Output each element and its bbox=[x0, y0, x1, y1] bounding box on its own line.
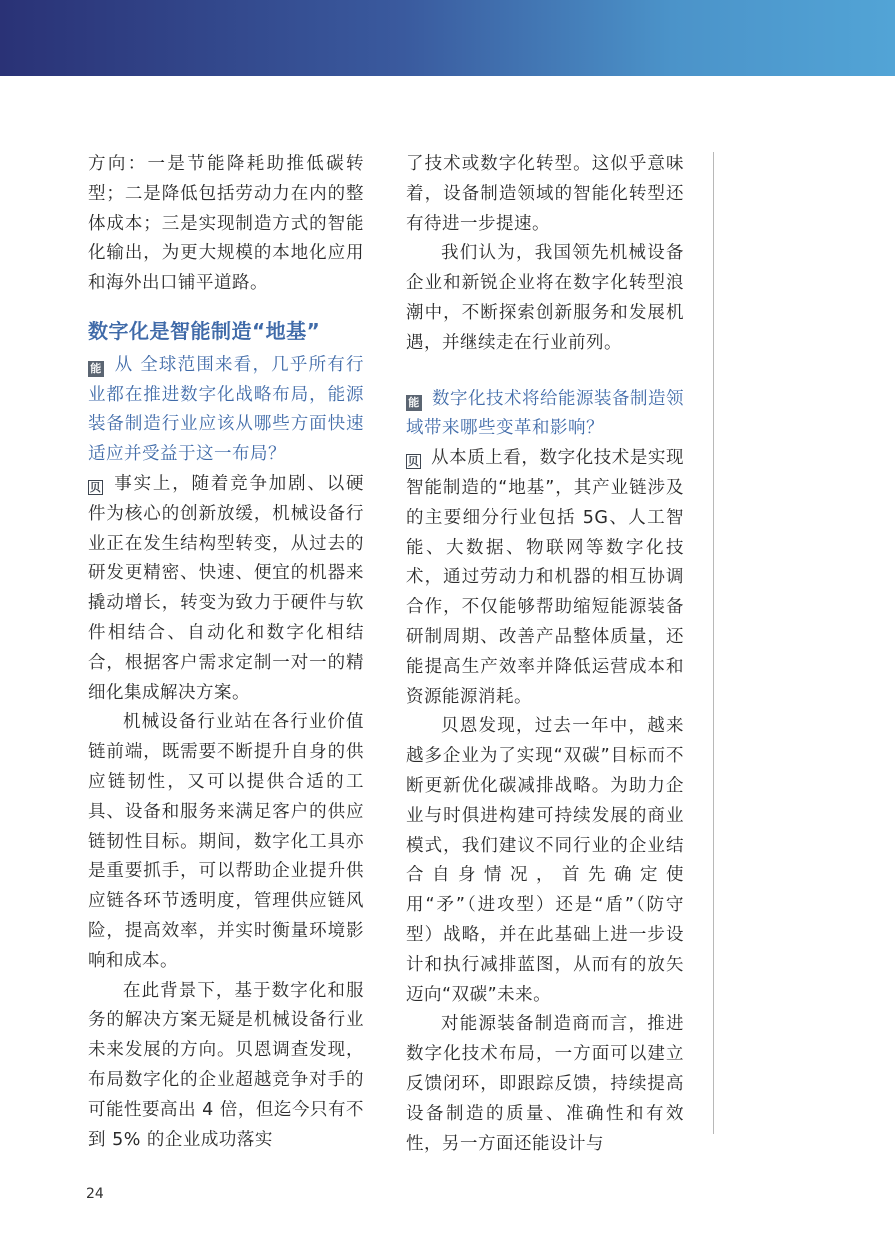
answer-text: 事实上，随着竞争加剧、以硬件为核心的创新放缓，机械设备行业正在发生结构型转变，从过去的研发更精密、快速、便宜的机器来撬动增长，转变为致力于硬件与软件相结合、自动化和数字化相结合，根据客户需求定制一对一的精细化集成解决方案。 bbox=[88, 473, 364, 703]
answer-1 bbox=[88, 470, 364, 708]
left-column bbox=[88, 150, 364, 1155]
question-text: 从 全球范围来看，几乎所有行业都在推进数字化战略布局，能源装备制造行业应该从哪些方面快速适应并受益于这一布局？ bbox=[88, 354, 364, 465]
paragraph: 机械设备行业站在各行业价值链前端，既需要不断提升自身的供应链韧性，又可以提供合适的工具、设备和服务来满足客户的供应链韧性目标。期间，数字化工具亦是重要抓手，可以帮助企业提升供应链各环节透明度，管理供应链风险，提高效率，并实时衡量环境影响和成本。 bbox=[88, 712, 364, 971]
paragraph: 我们认为，我国领先机械设备企业和新锐企业将在数字化转型浪潮中，不断探索创新服务和发展机遇，并继续走在行业前列。 bbox=[406, 243, 684, 353]
paragraph: 贝恩发现，过去一年中，越来越多企业为了实现“双碳”目标而不断更新优化碳减排战略。为助力企业与时俱进构建可持续发展的商业模式，我们建议不同行业的企业结合自身情况，首先确定使用“矛”（进攻型）还是“盾”（防守型）战略，并在此基础上进一步设计和执行减排蓝图，从而有的放矢迈向“双碳”未来。 bbox=[406, 716, 684, 1005]
header-gradient-band bbox=[0, 0, 895, 76]
answer-text: 从本质上看，数字化技术是实现智能制造的“地基”，其产业链涉及的主要细分行业包括 5G、人工智能、大数据、物联网等数字化技术，通过劳动力和机器的相互协调合作，不仅能够帮助缩短能源装备研制周期、改善产品整体质量，还能提高生产效率并降低运营成本和资源能源消耗。 bbox=[406, 448, 684, 707]
paragraph: 对能源装备制造商而言，推进数字化技术布局，一方面可以建立反馈闭环，即跟踪反馈，持续提高设备制造的质量、准确性和有效性，另一方面还能设计与 bbox=[406, 1014, 684, 1154]
question-text: 数字化技术将给能源装备制造领域带来哪些变革和影响？ bbox=[406, 388, 684, 439]
question-1 bbox=[88, 351, 364, 470]
page-number: 24 bbox=[86, 1186, 104, 1202]
question-badge-icon: 能 bbox=[88, 361, 104, 377]
paragraph: 方向：一是节能降耗助推低碳转型；二是降低包括劳动力在内的整体成本；三是实现制造方式的智能化输出，为更大规模的本地化应用和海外出口铺平道路。 bbox=[88, 154, 364, 294]
paragraph: 了技术或数字化转型。这似乎意味着，设备制造领域的智能化转型还有待进一步提速。 bbox=[406, 154, 684, 234]
section-heading: 数字化是智能制造“地基” bbox=[88, 318, 321, 343]
question-2 bbox=[406, 385, 684, 445]
paragraph: 在此背景下，基于数字化和服务的解决方案无疑是机械设备行业未来发展的方向。贝恩调查发现，布局数字化的企业超越竞争对手的可能性要高出 4 倍，但迄今只有不到 5% 的企业成功落实 bbox=[88, 980, 364, 1150]
answer-badge-icon: 贝 bbox=[407, 455, 420, 469]
right-column bbox=[406, 150, 684, 1159]
column-divider bbox=[713, 152, 714, 1134]
answer-badge-icon: 贝 bbox=[89, 480, 102, 494]
answer-2 bbox=[406, 444, 684, 712]
question-badge-icon: 能 bbox=[406, 395, 422, 411]
